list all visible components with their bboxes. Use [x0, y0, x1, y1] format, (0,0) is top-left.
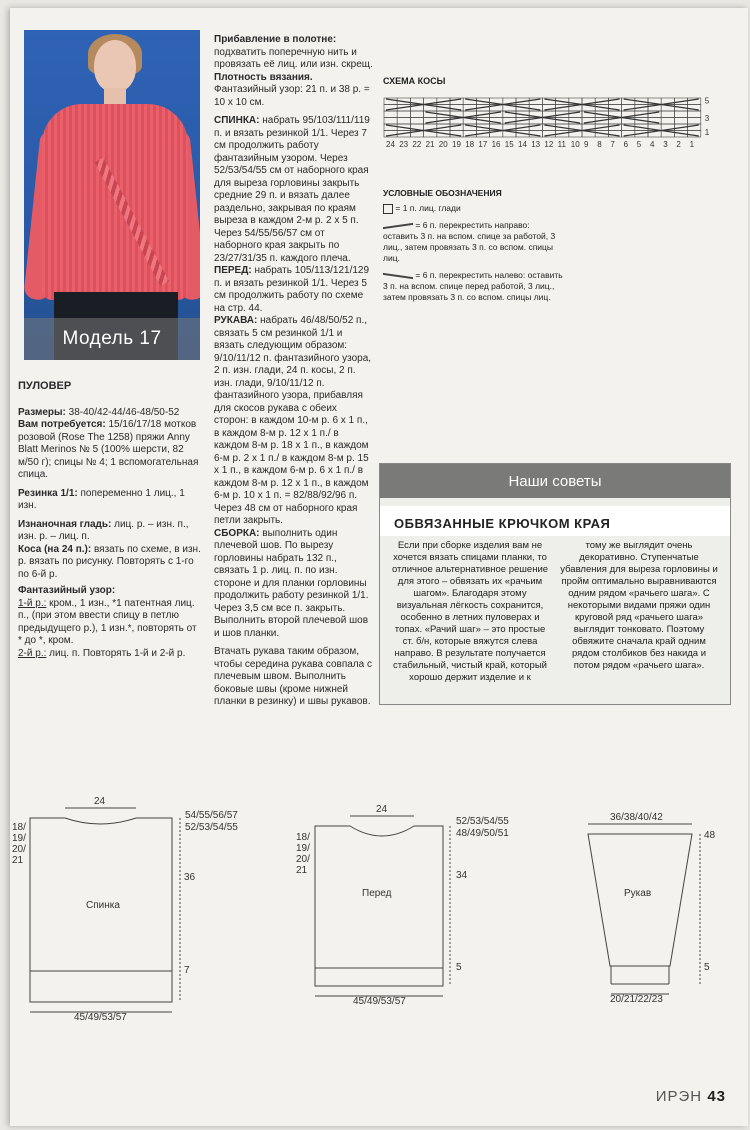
chart-col-number: 24: [386, 140, 395, 149]
chart-col-number: 19: [452, 140, 461, 149]
chart-col-number: 4: [650, 140, 655, 149]
svg-text:48: 48: [704, 830, 716, 841]
chart-col-number: 10: [570, 140, 580, 149]
sleeve-label: Рукав: [624, 888, 652, 899]
svg-text:18/19/20/21: 18/ 19/ 20/ 21: [12, 822, 26, 866]
svg-text:24: 24: [94, 796, 106, 807]
chart-row-number: 3: [704, 113, 710, 123]
chart-col-number: 2: [676, 140, 681, 149]
tips-box: [379, 463, 731, 705]
svg-text:24: 24: [376, 804, 388, 815]
back-label: Спинка: [86, 900, 120, 911]
svg-text:48/49/50/51: 48/49/50/51: [456, 828, 509, 839]
magazine-page: [10, 8, 748, 1126]
chart-col-number: 7: [610, 140, 615, 149]
chart-col-number: 3: [663, 140, 668, 149]
svg-text:18/19/20/21: 18/ 19/ 20/ 21: [296, 832, 310, 876]
svg-text:45/49/53/57: 45/49/53/57: [74, 1012, 127, 1023]
chart-col-number: 6: [623, 140, 629, 149]
svg-text:52/53/54/55: 52/53/54/55: [456, 816, 509, 827]
svg-text:36/38/40/42: 36/38/40/42: [610, 812, 663, 823]
chart-title: СХЕМА КОСЫ: [383, 76, 446, 86]
chart-col-number: 18: [465, 140, 475, 149]
chart-col-number: 5: [636, 140, 642, 149]
chart-col-number: 22: [412, 140, 422, 149]
pattern-column-1: ПУЛОВЕР Размеры: 38-40/42-44/46-48/50-52 Вам потребуется: 15/16/17/18 мотков розовой (Rose The 1258) пряжи Anny Blatt Merinos № 5 (100% шерсти, 82 м/50 г); спицы № 4; 1 вспомогательная спица. Резинка 1/1: попеременно 1 лиц., 1 изн. Изнаночная гладь: лиц. р. – изн. п., изн. р. – лиц. п. Коса (на 24 п.): вязать по схеме, в изн. р. вязать по рисунку. Повторять с 1-го по 6-й р. Фантазийный узор: 1-й р.: кром., 1 изн., *1 патентная лиц. п., (при этом ввести спицу в петлю предыдущего р.), 1 изн.*, повторять от * до *, кром. 2-й р.: лиц. п. Повторять 1-й и 2-й р.: [18, 380, 201, 659]
chart-col-number: 9: [584, 140, 589, 149]
tips-header: Наши советы: [380, 464, 730, 498]
svg-text:7: 7: [184, 965, 190, 976]
svg-text:20/21/22/23: 20/21/22/23: [610, 994, 663, 1005]
chart-row-number: 5: [704, 96, 710, 106]
model-label: Модель 17: [24, 318, 200, 360]
chart-col-number: 14: [518, 140, 527, 149]
chart-col-number: 11: [557, 140, 566, 149]
chart-col-number: 8: [597, 140, 602, 149]
chart-col-number: 12: [544, 140, 554, 149]
svg-text:36: 36: [184, 872, 196, 883]
chart-col-number: 17: [478, 140, 488, 149]
chart-row-number: 1: [704, 128, 710, 138]
cable-chart: [380, 90, 725, 170]
chart-col-number: 16: [491, 140, 501, 149]
chart-col-number: 13: [531, 140, 541, 149]
tips-col2: тому же выглядит очень декоративно. Ступенчатые убавления для выреза горловины и пройм оптимально выравниваются одним рядом «рачьего шага». С некоторыми видами пряжи один круговой ряд «рачьего шага» выглядит тонковато. Поэтому обвяжите сначала край одним рядом столбиков без накида и потом рядом «рачьего шага».: [560, 540, 718, 671]
cross-left-icon: [383, 273, 413, 279]
page-footer: ИРЭН 43: [655, 1088, 726, 1105]
pattern-title: ПУЛОВЕР: [18, 380, 72, 392]
model-photo: [24, 30, 200, 360]
tips-title: ОБВЯЗАННЫЕ КРЮЧКОМ КРАЯ: [394, 516, 611, 531]
stitch-square-icon: [383, 204, 393, 214]
chart-col-number: 20: [438, 140, 448, 149]
svg-text:52/53/54/55: 52/53/54/55: [185, 822, 238, 833]
svg-text:5: 5: [704, 962, 710, 973]
cross-right-icon: [383, 223, 413, 229]
svg-text:34: 34: [456, 870, 468, 881]
chart-col-number: 23: [399, 140, 409, 149]
pattern-column-2: Прибавление в полотне: подхватить поперечную нить и провязать её лиц. или изн. скрещ. Плотность вязания. Фантазийный узор: 21 п. и 38 р. = 10 x 10 см. СПИНКА: набрать 95/103/111/119 п. и вязать резинкой 1/1. Через 7 см продолжить работу фантазийным узором. Через 52/53/54/55 см от наборного края для выреза горловины закрыть средние 29 п. и вязать далее раздельно, закрывая по краям выреза в каждом 2-м р. 2 х 5 п. Через 54/55/56/57 см от наборного края закрыть по 23/27/31/35 п. каждого плеча. ПЕРЕД: набрать 105/113/121/129 п. и вязать резинкой 1/1. Через 5 см продолжить работу по схеме на стр. 44. РУКАВА: набрать 46/48/50/52 п., связать 5 см резинкой 1/1 и вязать следующим образом: 9/10/11/12 п. фантазийного узора, 2 п. изн. глади, 24 п. косы, 2 п. изн. глади, 9/10/11/12 п. фантазийного узора, прибавляя для скосов рукава с обеих сторон: в каждом 10-м р. 6 х 1 п., в каждом 8-м р. 12 х 1 п./ в каждом 8-м р. 18 х 1 п., в каждом 6-м р. 2 х 1 п./ в каждом 8-м р. 15 х 1 п., в каждом 6-м р. 6 х 1 п./ в каждом 8-м р. 12 х 1 п., в каждом 6-м р. 10 х 1 п. = 82/88/92/96 п. Через 48 см от наборного края петли закрыть. СБОРКА: выполнить один плечевой шов. По вырезу горловины набрать 132 п., связать 1 р. лиц. п. по изн. стороне и для планки горловины продолжить работу резинкой 1/1. Через 3,5 см все п. закрыть. Выполнить второй плечевой шов и шов планки. Втачать рукава таким образом, чтобы середина рукава совпала с плечевым швом. Выполнить боковые швы (кроме нижней планки в резинку) и швы рукавов.: [214, 34, 373, 707]
schematics: [10, 788, 748, 1038]
chart-col-number: 15: [504, 140, 514, 149]
chart-col-number: 21: [425, 140, 435, 149]
svg-text:54/55/56/57: 54/55/56/57: [185, 810, 238, 821]
svg-text:45/49/53/57: 45/49/53/57: [353, 996, 406, 1007]
chart-col-number: 1: [689, 140, 695, 149]
front-label: Перед: [362, 888, 392, 899]
tips-col1: Если при сборке изделия вам не хочется вязать спицами планки, то отличное альтернативное решение для этого – обвязать их «рачьим шагом». Благодаря этому визуальная лёгкость сохранится, особенно в летних пуловерах и топах. «Рачий шаг» – это простые ст. б/н, которые вяжутся слева направо. В результате получается стабильный, чистый край, который хорошо держит изделие и к: [391, 540, 549, 683]
chart-legend: УСЛОВНЫЕ ОБОЗНАЧЕНИЯ = 1 п. лиц. глади = 6 п. перекрестить направо: оставить 3 п. на вспом. спице за работой, 3 лиц., затем провязать 3 п. со вспом. спицы лиц. = 6 п. перекрестить налево: оставить 3 п. на вспом. спице перед работой, 3 лиц., затем провязать 3 п. со вспом. спицы лиц.: [383, 188, 563, 302]
svg-text:5: 5: [456, 962, 462, 973]
